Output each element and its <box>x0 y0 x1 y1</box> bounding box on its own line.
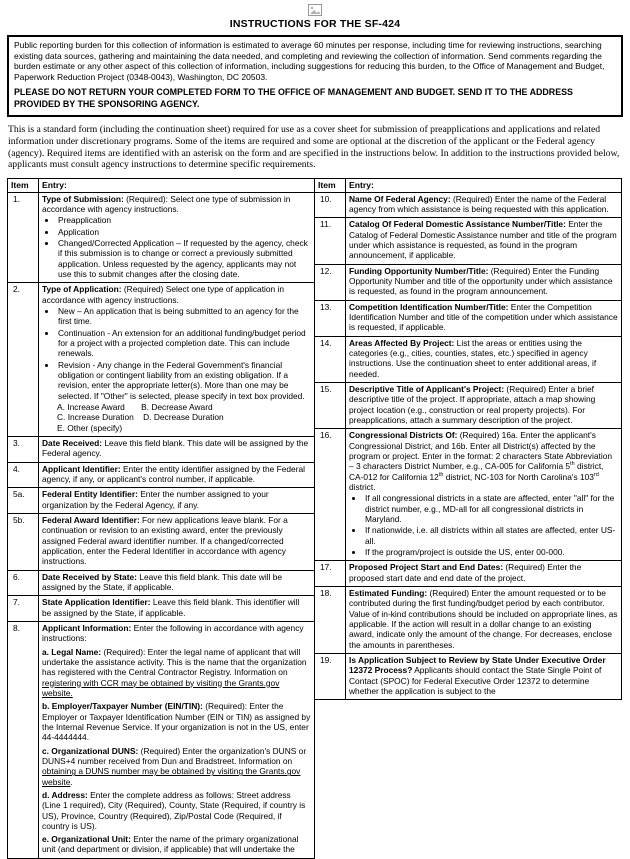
instruction-row <box>8 570 315 596</box>
text-segment: e. Organizational Unit: <box>42 834 131 845</box>
entry-cell <box>346 192 622 218</box>
text-segment: Federal Entity Identifier: <box>42 489 138 500</box>
instruction-row <box>8 192 315 283</box>
text-segment: Continuation - An extension for an additional funding/budget period for a project with a projected completion date. This can include renewals. <box>58 327 306 359</box>
text-segment: A. Increase Award B. Decrease Award <box>57 402 213 413</box>
text-segment: Proposed Project Start and End Dates: <box>349 562 504 573</box>
item-number: 13. <box>315 300 346 336</box>
text-segment: (Required) Enter a brief descriptive title of the project. If appropriate, attach a map showing project location (e.g., construction or real property projects). For preapplications, attach a summary description of the project. <box>349 384 596 426</box>
entry-paragraph <box>42 284 311 305</box>
entry-paragraph <box>349 655 618 696</box>
bullet-item <box>57 238 311 279</box>
text-segment: Preapplication <box>58 215 112 226</box>
item-number: 4. <box>8 462 39 488</box>
text-segment: Applicants should contact the State Single Point of Contact (SPOC) for Federal Executive Order 12372 to determine whether the application is subject to the <box>349 665 602 696</box>
item-number: 8. <box>8 621 39 858</box>
item-column-header: Item <box>315 179 346 193</box>
item-number: 5b. <box>8 513 39 570</box>
bullet-item <box>57 306 311 327</box>
table-header-row <box>8 179 315 193</box>
entry-column-header: Entry: <box>39 179 315 193</box>
text-segment: district. <box>349 481 376 492</box>
entry-paragraph <box>349 430 618 492</box>
text-segment: (Required) Select one type of application in accordance with agency instructions. <box>42 284 285 305</box>
text-segment: district, NC-103 for North Carolina's 103 <box>443 471 594 482</box>
text-segment: If nationwide, i.e. all districts within all states are affected, enter US-all. <box>365 525 616 546</box>
entry-paragraph <box>42 746 311 787</box>
entry-column-header: Entry: <box>346 179 622 193</box>
entry-paragraph <box>42 623 311 644</box>
entry-paragraph <box>42 790 311 831</box>
entry-paragraph <box>42 572 311 593</box>
text-segment: c. Organizational DUNS: <box>42 745 139 756</box>
text-segment: (Required) Enter the organization's DUNS or DUNS+4 number received from Dun and Bradstreet. Information on <box>42 745 307 766</box>
entry-cell <box>346 264 622 300</box>
entry-bullet-list <box>42 306 311 401</box>
item-number: 1. <box>8 192 39 283</box>
entry-cell <box>346 336 622 382</box>
entry-paragraph <box>42 834 311 855</box>
item-number: 18. <box>315 586 346 653</box>
text-segment: Enter the entity identifier assigned by the Federal agency, if any, or applicant's control number, if applicable. <box>42 463 305 484</box>
instructions-table-left <box>7 178 315 859</box>
text-segment: Leave this field blank. This date will be assigned by the Federal agency. <box>42 438 309 459</box>
text-segment: Applicant Identifier: <box>42 463 121 474</box>
text-segment: Competition Identification Number/Title: <box>349 301 509 312</box>
entry-cell <box>39 596 315 622</box>
text-segment: Catalog Of Federal Domestic Assistance Number/Title: <box>349 219 566 230</box>
entry-cell <box>346 653 622 699</box>
entry-cell <box>39 488 315 514</box>
text-segment: If all congressional districts in a state are affected, enter "all" for the district number, e.g., MD-all for all congressional districts in Maryland. <box>365 493 615 524</box>
entry-paragraph <box>42 194 311 215</box>
instruction-row <box>8 621 315 858</box>
text-segment: Type of Submission: <box>42 193 124 204</box>
item-number: 5a. <box>8 488 39 514</box>
text-segment: Leave this field blank. This date will be assigned by the State, if applicable. <box>42 571 283 592</box>
entry-paragraph <box>349 266 618 297</box>
instruction-row <box>8 488 315 514</box>
grants-gov-link[interactable]: obtaining a DUNS number may be obtained by visiting the Grants.gov website <box>42 766 301 787</box>
text-segment: (Required): Enter the legal name of applicant that will undertake the assistance activity. This is the name that the organization has registered with the Central Contractor Registry. Information on <box>42 646 307 678</box>
burden-paragraph: Public reporting burden for this collection of information is estimated to average 60 minutes per response, including time for reviewing instructions, searching existing data sources, gathering and maintaining the data needed, and completing and reviewing the collection of information. Send comments regarding the burden estimate or any other aspect of this collection of information, including suggestions for reducing this burden, to the Office of Management and Budget, Paperwork Reduction Project (0348-0043), Washington, DC 20503. <box>14 40 605 82</box>
bullet-item <box>57 215 311 225</box>
text-segment: Areas Affected By Project: <box>349 337 455 348</box>
text-segment: State Application Identifier: <box>42 597 151 608</box>
text-segment: New – An application that is being submitted to an agency for the first time. <box>58 306 299 327</box>
instruction-row <box>315 586 622 653</box>
text-segment: Applicant Information: <box>42 622 132 633</box>
text-segment: district, CA-012 for California 12 <box>349 461 604 482</box>
text-segment: th <box>570 461 575 468</box>
entry-paragraph <box>349 384 618 425</box>
text-segment: Descriptive Title of Applicant's Project: <box>349 384 505 395</box>
burden-statement-box <box>7 35 623 117</box>
item-number: 11. <box>315 218 346 264</box>
entry-paragraph <box>42 489 311 510</box>
instruction-row <box>315 336 622 382</box>
entry-paragraph <box>42 464 311 485</box>
item-number: 6. <box>8 570 39 596</box>
item-column-header: Item <box>8 179 39 193</box>
entry-cell <box>39 513 315 570</box>
entry-cell <box>346 218 622 264</box>
text-segment: . <box>70 776 73 787</box>
entry-cell <box>39 283 315 437</box>
text-segment: C. Increase Duration D. Decrease Duration <box>57 412 224 423</box>
entry-paragraph <box>42 438 311 459</box>
bullet-item <box>364 547 618 557</box>
bullet-item <box>364 493 618 524</box>
bullet-item <box>364 525 618 546</box>
entry-paragraph <box>349 338 618 379</box>
bullet-item <box>57 360 311 401</box>
intro-paragraph: This is a standard form (including the continuation sheet) required for use as a cover sheet for submission of preapplications and applications and related information under discretionary programs. Some of the items are required and some are optional at the discretion of the applicant or the Federal agency (agency). Required items are identified with an asterisk on the form and are specified in the instructions below. In addition to the instructions provided below, applicants must consult agency instructions to determine specific requirements. <box>8 123 620 171</box>
text-segment: Enter the number assigned to your organization by the Federal Agency, if any. <box>42 489 269 510</box>
entry-paragraph <box>349 588 618 650</box>
entry-cell <box>39 192 315 283</box>
bullet-item <box>57 227 311 237</box>
text-segment: Enter the Competition Identification Number and title of the competition under which assistance is requested, if applicable. <box>349 301 618 333</box>
instruction-row <box>315 561 622 587</box>
text-segment: List the areas or entities using the categories (e.g., cities, counties, states, etc.) specified in agency instructions. Use the continuation sheet to enter additional areas, if needed. <box>349 337 597 379</box>
text-segment: If the program/project is outside the US, enter 00-000. <box>365 546 565 557</box>
text-segment: Date Received: <box>42 438 103 448</box>
item-number: 10. <box>315 192 346 218</box>
text-segment: a. Legal Name: <box>42 646 102 657</box>
grants-gov-link[interactable]: registering with CCR may be obtained by visiting the Grants.gov website. <box>42 677 280 698</box>
text-segment: Date Received by State: <box>42 571 137 582</box>
bullet-item <box>57 328 311 359</box>
instruction-row <box>8 596 315 622</box>
item-number: 17. <box>315 561 346 587</box>
text-segment: Enter the following in accordance with agency instructions: <box>42 622 304 644</box>
entry-cell <box>39 437 315 463</box>
entry-cell <box>39 621 315 858</box>
instruction-row <box>315 264 622 300</box>
text-segment: Enter the complete address as follows: Street address (Line 1 required), City (Required), County, State (Required, if country is US), Province, Country (Required), Zip/Postal Code (Required, if country is US). <box>42 789 306 831</box>
entry-paragraph <box>42 647 311 699</box>
text-segment: Federal Award Identifier: <box>42 514 140 525</box>
broken-image-icon <box>308 4 322 16</box>
instruction-row <box>8 513 315 570</box>
option-line <box>57 402 311 412</box>
instruction-row <box>315 653 622 699</box>
entry-paragraph <box>349 562 618 583</box>
instructions-table-right <box>314 178 622 700</box>
entry-cell <box>346 561 622 587</box>
text-segment: (Required) Enter the amount requested or to be contributed during the first funding/budget period by each contributor. Value of in-kind contributions should be included on appropriate lines, as applicable. If the action will result in a dollar change to an existing award, indicate only the amount of the change. For decreases, enclose the amounts in parentheses. <box>349 587 618 650</box>
text-segment: (Required) 16a. Enter the applicant's Congressional District, and 16b. Enter all District(s) affected by the program or project. Enter in the format: 2 characters State Abbreviation – 3 characters District Number, e.g., CA-005 for California 5 <box>349 430 613 472</box>
text-segment: Is Application Subject to Review by State Under Executive Order 12372 Process? <box>349 654 606 676</box>
entry-paragraph <box>42 701 311 742</box>
text-segment: E. Other (specify) <box>57 422 123 433</box>
text-segment: Estimated Funding: <box>349 587 428 598</box>
item-number: 12. <box>315 264 346 300</box>
do-not-return-notice: PLEASE DO NOT RETURN YOUR COMPLETED FORM TO THE OFFICE OF MANAGEMENT AND BUDGET. SEND IT TO THE ADDRESS PROVIDED BY THE SPONSORING AGENCY. <box>14 87 573 109</box>
item-number: 7. <box>8 596 39 622</box>
entry-cell <box>346 586 622 653</box>
entry-cell <box>346 300 622 336</box>
entry-bullet-list <box>349 493 618 557</box>
item-number: 2. <box>8 283 39 437</box>
entry-cell <box>39 462 315 488</box>
text-segment: Enter the Catalog of Federal Domestic Assistance number and title of the program under which assistance is requested, as found in the program announcement, if applicable. <box>349 219 617 261</box>
text-segment: Changed/Corrected Application – If requested by the agency, check if this submission is to change or correct a previously submitted application. Unless requested by the agency, applicants may not use this to submit changes after the closing date. <box>58 238 308 280</box>
entry-option-lines <box>57 402 311 433</box>
entry-paragraph <box>42 515 311 567</box>
text-segment: (Required): Enter the Employer or Taxpayer Identification Number (EIN or TIN) as assigned by the Internal Revenue Service. If your organization is not in the US, enter 44-4444444. <box>42 701 311 743</box>
text-segment: rd <box>593 471 599 478</box>
entry-paragraph <box>349 194 618 215</box>
instruction-row <box>315 218 622 264</box>
item-number: 16. <box>315 429 346 561</box>
text-segment: Funding Opportunity Number/Title: <box>349 265 489 276</box>
item-number: 19. <box>315 653 346 699</box>
entry-bullet-list <box>42 215 311 279</box>
text-segment: (Required) Enter the name of the Federal agency from which assistance is being requested with this application. <box>349 193 609 215</box>
entry-cell <box>39 570 315 596</box>
instructions-table <box>7 178 623 859</box>
item-number: 15. <box>315 383 346 429</box>
table-header-row <box>315 179 622 193</box>
entry-cell <box>346 383 622 429</box>
text-segment: Revision - Any change in the Federal Government's financial obligation or contingent liability from an existing obligation. If a revision, enter the appropriate letter(s). More than one may be selected. If "Other" is selected, please specify in text box provided. <box>58 359 305 401</box>
item-number: 3. <box>8 437 39 463</box>
text-segment: (Required) Enter the Funding Opportunity Number and title of the opportunity under which assistance is requested, as found in the program announcement. <box>349 265 613 297</box>
text-segment: b. Employer/Taxpayer Number (EIN/TIN): <box>42 701 203 712</box>
text-segment: Name Of Federal Agency: <box>349 193 451 204</box>
text-segment: (Required) Enter the proposed start date and end date of the project. <box>349 562 582 583</box>
text-segment: Application <box>58 226 99 237</box>
text-segment: th <box>438 471 444 478</box>
text-segment: (Required): Select one type of submission in accordance with agency instructions. <box>42 193 291 215</box>
instruction-row <box>8 462 315 488</box>
instruction-row <box>315 300 622 336</box>
instruction-row <box>8 437 315 463</box>
entry-paragraph <box>349 219 618 260</box>
entry-cell <box>346 429 622 561</box>
option-line <box>57 412 311 422</box>
instruction-row <box>315 192 622 218</box>
text-segment: Leave this field blank. This identifier will be assigned by the State, if applicable. <box>42 597 300 618</box>
entry-paragraph <box>349 302 618 333</box>
instruction-row <box>8 283 315 437</box>
page-title: INSTRUCTIONS FOR THE SF-424 <box>229 18 401 30</box>
text-segment: For new applications leave blank. For a continuation or revision to an existing award, enter the previously assigned Federal award identifier number. If a changed/corrected application, enter the Federal Identifier in accordance with agency instructions. <box>42 514 288 567</box>
entry-paragraph <box>42 597 311 618</box>
instruction-row <box>315 383 622 429</box>
instruction-row <box>315 429 622 561</box>
text-segment: Congressional Districts Of: <box>349 430 458 441</box>
option-line <box>57 423 311 433</box>
text-segment: d. Address: <box>42 789 88 800</box>
item-number: 14. <box>315 336 346 382</box>
text-segment: Type of Application: <box>42 284 122 295</box>
text-segment: Enter the name of the primary organizational unit (and department or division, if applicable) that will undertake the <box>42 834 299 855</box>
